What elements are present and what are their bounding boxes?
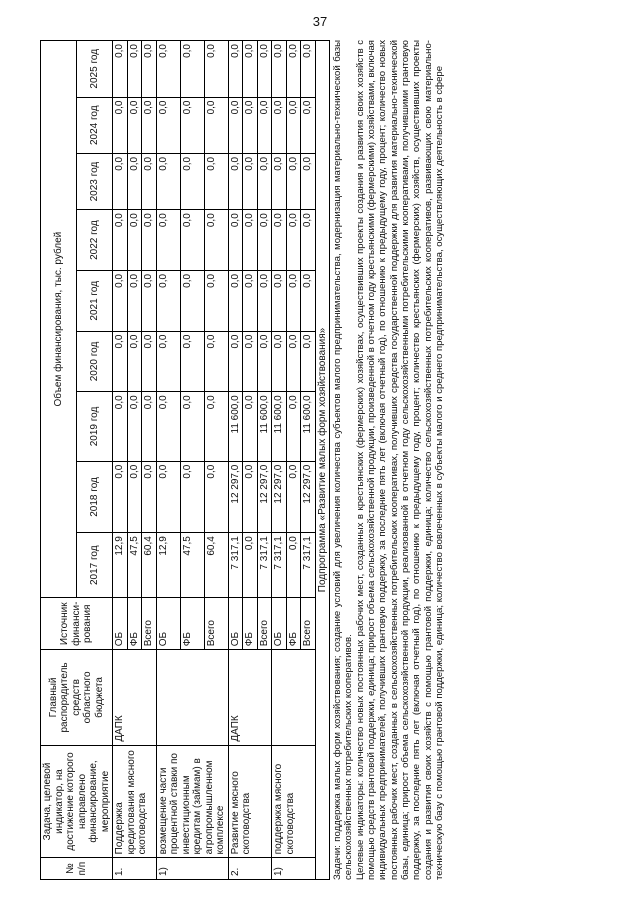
row-value: 0,0 [286, 392, 301, 461]
header-task: Задача, целевой индикатор, на достижение которого направлено финансирование, мероприятие [41, 745, 113, 858]
row-value: 0,0 [113, 270, 128, 331]
row-task: поддержка мясного скотоводства [272, 745, 316, 858]
row-value: 0,0 [156, 41, 180, 98]
row-number: 1) [272, 858, 316, 880]
row-value: 0,0 [156, 210, 180, 271]
row-value: 0,0 [142, 41, 157, 98]
row-value: 0,0 [127, 153, 142, 209]
row-value: 12 297,0 [301, 461, 316, 533]
row-value: 0,0 [272, 41, 287, 98]
row-value: 0,0 [301, 153, 316, 209]
header-year: 2022 год [77, 210, 113, 271]
row-value: 0,0 [243, 97, 258, 153]
header-year: 2023 год [77, 153, 113, 209]
row-value: 0,0 [142, 331, 157, 392]
row-source: ФБ [243, 598, 258, 650]
header-year: 2025 год [77, 41, 113, 98]
row-value: 0,0 [113, 210, 128, 271]
row-value: 0,0 [228, 210, 243, 271]
row-value: 0,0 [272, 270, 287, 331]
row-value: 0,0 [286, 41, 301, 98]
row-value: 0,0 [142, 461, 157, 533]
row-value: 11 600,0 [301, 392, 316, 461]
row-value: 0,0 [257, 153, 272, 209]
row-value: 0,0 [204, 392, 228, 461]
row-value: 0,0 [156, 331, 180, 392]
row-value: 0,0 [272, 153, 287, 209]
row-value: 0,0 [204, 331, 228, 392]
row-value: 0,0 [142, 392, 157, 461]
row-value: 0,0 [156, 270, 180, 331]
header-no: № п/п [41, 858, 113, 880]
header-manager: Главный распорядитель средств областного бюджета [41, 650, 113, 745]
row-value: 0,0 [243, 270, 258, 331]
row-value: 0,0 [272, 331, 287, 392]
row-value: 0,0 [113, 331, 128, 392]
row-source: ФБ [286, 598, 301, 650]
row-task: Развитие мясного скотоводства [228, 745, 272, 858]
row-value: 0,0 [228, 41, 243, 98]
row-value: 0,0 [243, 331, 258, 392]
row-value: 47,5 [180, 533, 204, 598]
row-value: 0,0 [113, 153, 128, 209]
row-value: 0,0 [180, 392, 204, 461]
table-body [113, 41, 330, 880]
indicators-text: Целевые индикаторы: количество новых постоянных рабочих мест, созданных в крестьянских (фермерских) хозяйствах, осуществивших проекты создания и развития своих хозяйств с помощью средств грантовой поддержки, единица; прирост объема сельскохозяйственной продукции, произведенной в отчетном году крестьянскими (фермерскими) хозяйствами, включая индивидуальных предпринимателей, получивших грантовую поддержку, за последние пять лет (включая отчетный год), по отношению к предыдущему году, процент; количество новых постоянных рабочих мест, созданных в сельскохозяйственных потребительских кооперативах, получивших средства государственной поддержки для развития материально-технической базы, единица; прирост объема сельскохозяйственной продукции, реализованной в отчетном году сельскохозяйственными потребительскими кооперативами, получившими грантовую поддержку, за последние пять лет (включая отчетный год), по отношению к предыдущему году, процент; количество крестьянских (фермерских) хозяйств, осуществивших проекты создания и развития своих хозяйств с помощью грантовой поддержки, единица; количество сельскохозяйственных потребительских кооперативов, развивающих свою материально-техническую базу с помощью грантовой поддержки, единица; количество вовлеченных в субъекты малого и среднего предпринимательства, осуществляющих деятельность в сфере [354, 40, 445, 880]
row-value: 0,0 [204, 461, 228, 533]
row-value: 0,0 [180, 41, 204, 98]
row-value: 0,0 [257, 270, 272, 331]
row-value: 0,0 [243, 392, 258, 461]
row-value: 0,0 [204, 270, 228, 331]
row-value: 0,0 [286, 533, 301, 598]
row-value: 0,0 [113, 97, 128, 153]
row-task: возмещение части процентной ставки по инвестиционным кредитам (займам) в агропромышленном комплексе [156, 745, 228, 858]
row-value: 12 297,0 [228, 461, 243, 533]
subprogram-row [315, 41, 330, 880]
row-value: 11 600,0 [228, 392, 243, 461]
header-year: 2024 год [77, 97, 113, 153]
row-value: 12 297,0 [257, 461, 272, 533]
row-value: 0,0 [180, 331, 204, 392]
row-value: 11 600,0 [257, 392, 272, 461]
row-value: 0,0 [301, 331, 316, 392]
row-value: 0,0 [127, 392, 142, 461]
row-value: 0,0 [204, 97, 228, 153]
header-row [41, 41, 77, 880]
row-manager [156, 650, 228, 745]
subprogram-description [332, 40, 445, 880]
row-number: 1. [113, 858, 157, 880]
row-number: 1) [156, 858, 228, 880]
row-value: 0,0 [127, 461, 142, 533]
row-value: 0,0 [228, 331, 243, 392]
row-value: 0,0 [127, 41, 142, 98]
row-value: 0,0 [156, 97, 180, 153]
row-source: Всего [257, 598, 272, 650]
row-value: 0,0 [228, 153, 243, 209]
row-value: 7 317,1 [301, 533, 316, 598]
row-source: ОБ [272, 598, 287, 650]
row-value: 0,0 [257, 331, 272, 392]
row-value: 0,0 [127, 210, 142, 271]
row-value: 0,0 [257, 210, 272, 271]
row-value: 0,0 [180, 461, 204, 533]
row-value: 0,0 [272, 97, 287, 153]
row-task: Поддержка кредитования мясного скотоводства [113, 745, 157, 858]
row-value: 0,0 [286, 97, 301, 153]
header-year: 2017 год [77, 533, 113, 598]
row-value: 0,0 [180, 153, 204, 209]
row-value: 0,0 [243, 461, 258, 533]
table-row [272, 41, 287, 880]
row-value: 0,0 [272, 210, 287, 271]
row-value: 0,0 [301, 210, 316, 271]
row-value: 0,0 [257, 41, 272, 98]
table-row [113, 41, 128, 880]
row-value: 0,0 [156, 461, 180, 533]
row-manager: ДАПК [113, 650, 157, 745]
row-source: ОБ [156, 598, 180, 650]
row-value: 0,0 [204, 210, 228, 271]
landscape-sheet [40, 40, 600, 880]
row-source: ФБ [180, 598, 204, 650]
row-value: 0,0 [204, 41, 228, 98]
row-manager: ДАПК [228, 650, 272, 745]
row-value: 0,0 [301, 270, 316, 331]
row-value: 0,0 [257, 97, 272, 153]
row-value: 0,0 [142, 153, 157, 209]
header-year: 2019 год [77, 392, 113, 461]
row-source: Всего [301, 598, 316, 650]
row-value: 0,0 [113, 41, 128, 98]
row-value: 0,0 [113, 392, 128, 461]
row-manager [272, 650, 316, 745]
row-source: ФБ [127, 598, 142, 650]
row-value: 0,0 [286, 210, 301, 271]
row-source: ОБ [113, 598, 128, 650]
tasks-text: Задачи: поддержка малых форм хозяйствования; создание условий для увеличения количества субъектов малого предпринимательства, модернизация материально-технической базы сельскохозяйственных потребительских кооперативов. [332, 40, 355, 880]
row-source: Всего [142, 598, 157, 650]
row-value: 0,0 [243, 533, 258, 598]
row-value: 7 317,1 [272, 533, 287, 598]
row-value: 0,0 [243, 41, 258, 98]
row-value: 0,0 [301, 97, 316, 153]
row-source: Всего [204, 598, 228, 650]
row-value: 0,0 [142, 270, 157, 331]
row-number: 2. [228, 858, 272, 880]
row-value: 0,0 [243, 153, 258, 209]
row-value: 0,0 [113, 461, 128, 533]
row-value: 0,0 [286, 270, 301, 331]
row-value: 0,0 [301, 41, 316, 98]
row-value: 0,0 [286, 153, 301, 209]
header-source: Источник финанси-рования [41, 598, 113, 650]
table-row [156, 41, 180, 880]
page-number: 37 [312, 14, 328, 29]
row-value: 0,0 [204, 153, 228, 209]
row-source: ОБ [228, 598, 243, 650]
row-value: 0,0 [156, 392, 180, 461]
row-value: 7 317,1 [257, 533, 272, 598]
row-value: 0,0 [243, 210, 258, 271]
row-value: 0,0 [127, 97, 142, 153]
header-volume: Объем финансирования, тыс. рублей [41, 41, 77, 598]
row-value: 60,4 [142, 533, 157, 598]
header-year: 2018 год [77, 461, 113, 533]
row-value: 11 600,0 [272, 392, 287, 461]
row-value: 7 317,1 [228, 533, 243, 598]
row-value: 0,0 [180, 270, 204, 331]
row-value: 0,0 [228, 270, 243, 331]
row-value: 0,0 [228, 97, 243, 153]
row-value: 0,0 [142, 97, 157, 153]
row-value: 0,0 [127, 331, 142, 392]
row-value: 47,5 [127, 533, 142, 598]
row-value: 12 297,0 [272, 461, 287, 533]
row-value: 12,9 [113, 533, 128, 598]
header-year: 2020 год [77, 331, 113, 392]
row-value: 0,0 [180, 97, 204, 153]
header-year: 2021 год [77, 270, 113, 331]
row-value: 0,0 [127, 270, 142, 331]
subprogram-title: Подпрограмма «Развитие малых форм хозяйствования» [315, 41, 330, 880]
row-value: 0,0 [156, 153, 180, 209]
row-value: 60,4 [204, 533, 228, 598]
row-value: 0,0 [286, 331, 301, 392]
row-value: 12,9 [156, 533, 180, 598]
row-value: 0,0 [286, 461, 301, 533]
financing-table [40, 40, 330, 880]
row-value: 0,0 [180, 210, 204, 271]
table-row [228, 41, 243, 880]
row-value: 0,0 [142, 210, 157, 271]
